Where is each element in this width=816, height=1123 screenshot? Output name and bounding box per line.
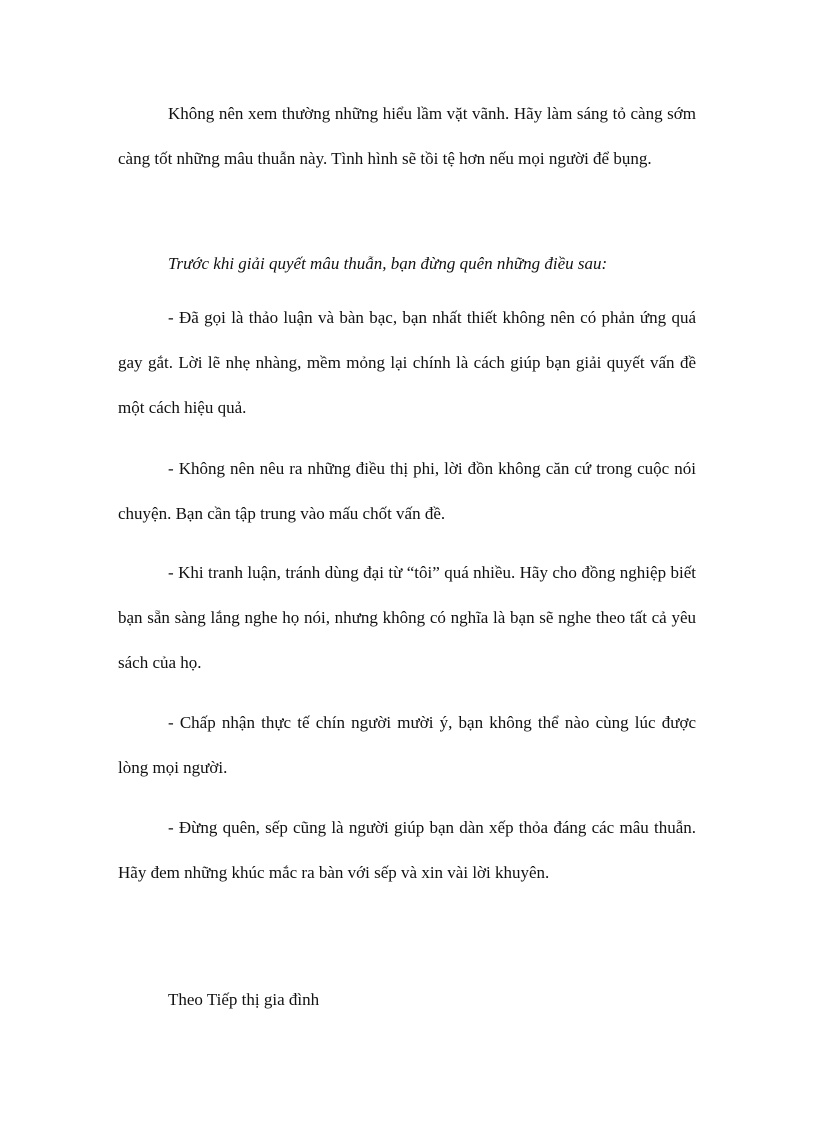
tip-paragraph: - Chấp nhận thực tế chín người mười ý, bạn không thể nào cùng lúc được lòng mọi người.	[118, 713, 696, 777]
tip-paragraph: - Khi tranh luận, tránh dùng đại từ “tôi” quá nhiều. Hãy cho đồng nghiệp biết bạn sẵn sàng lắng nghe họ nói, nhưng không có nghĩa là bạn sẽ nghe theo tất cả yêu sách của họ.	[118, 563, 696, 672]
intro-paragraph: Không nên xem thường những hiểu lầm vặt vãnh. Hãy làm sáng tỏ càng sớm càng tốt những mâu thuẫn này. Tình hình sẽ tồi tệ hơn nếu mọi người để bụng.	[118, 104, 696, 168]
tip-paragraph: - Đừng quên, sếp cũng là người giúp bạn dàn xếp thỏa đáng các mâu thuẫn. Hãy đem những khúc mắc ra bàn với sếp và xin vài lời khuyên.	[118, 818, 696, 882]
source-attribution: Theo Tiếp thị gia đình	[168, 990, 320, 1009]
tip-paragraph: - Đã gọi là thảo luận và bàn bạc, bạn nhất thiết không nên có phản ứng quá gay gắt. Lời lẽ nhẹ nhàng, mềm mỏng lại chính là cách giúp bạn giải quyết vấn đề một cách hiệu quả.	[118, 308, 696, 417]
tip-paragraph: - Không nên nêu ra những điều thị phi, lời đồn không căn cứ trong cuộc nói chuyện. Bạn cần tập trung vào mấu chốt vấn đề.	[118, 459, 696, 523]
tips-heading: Trước khi giải quyết mâu thuẫn, bạn đừng quên những điều sau:	[168, 254, 608, 273]
